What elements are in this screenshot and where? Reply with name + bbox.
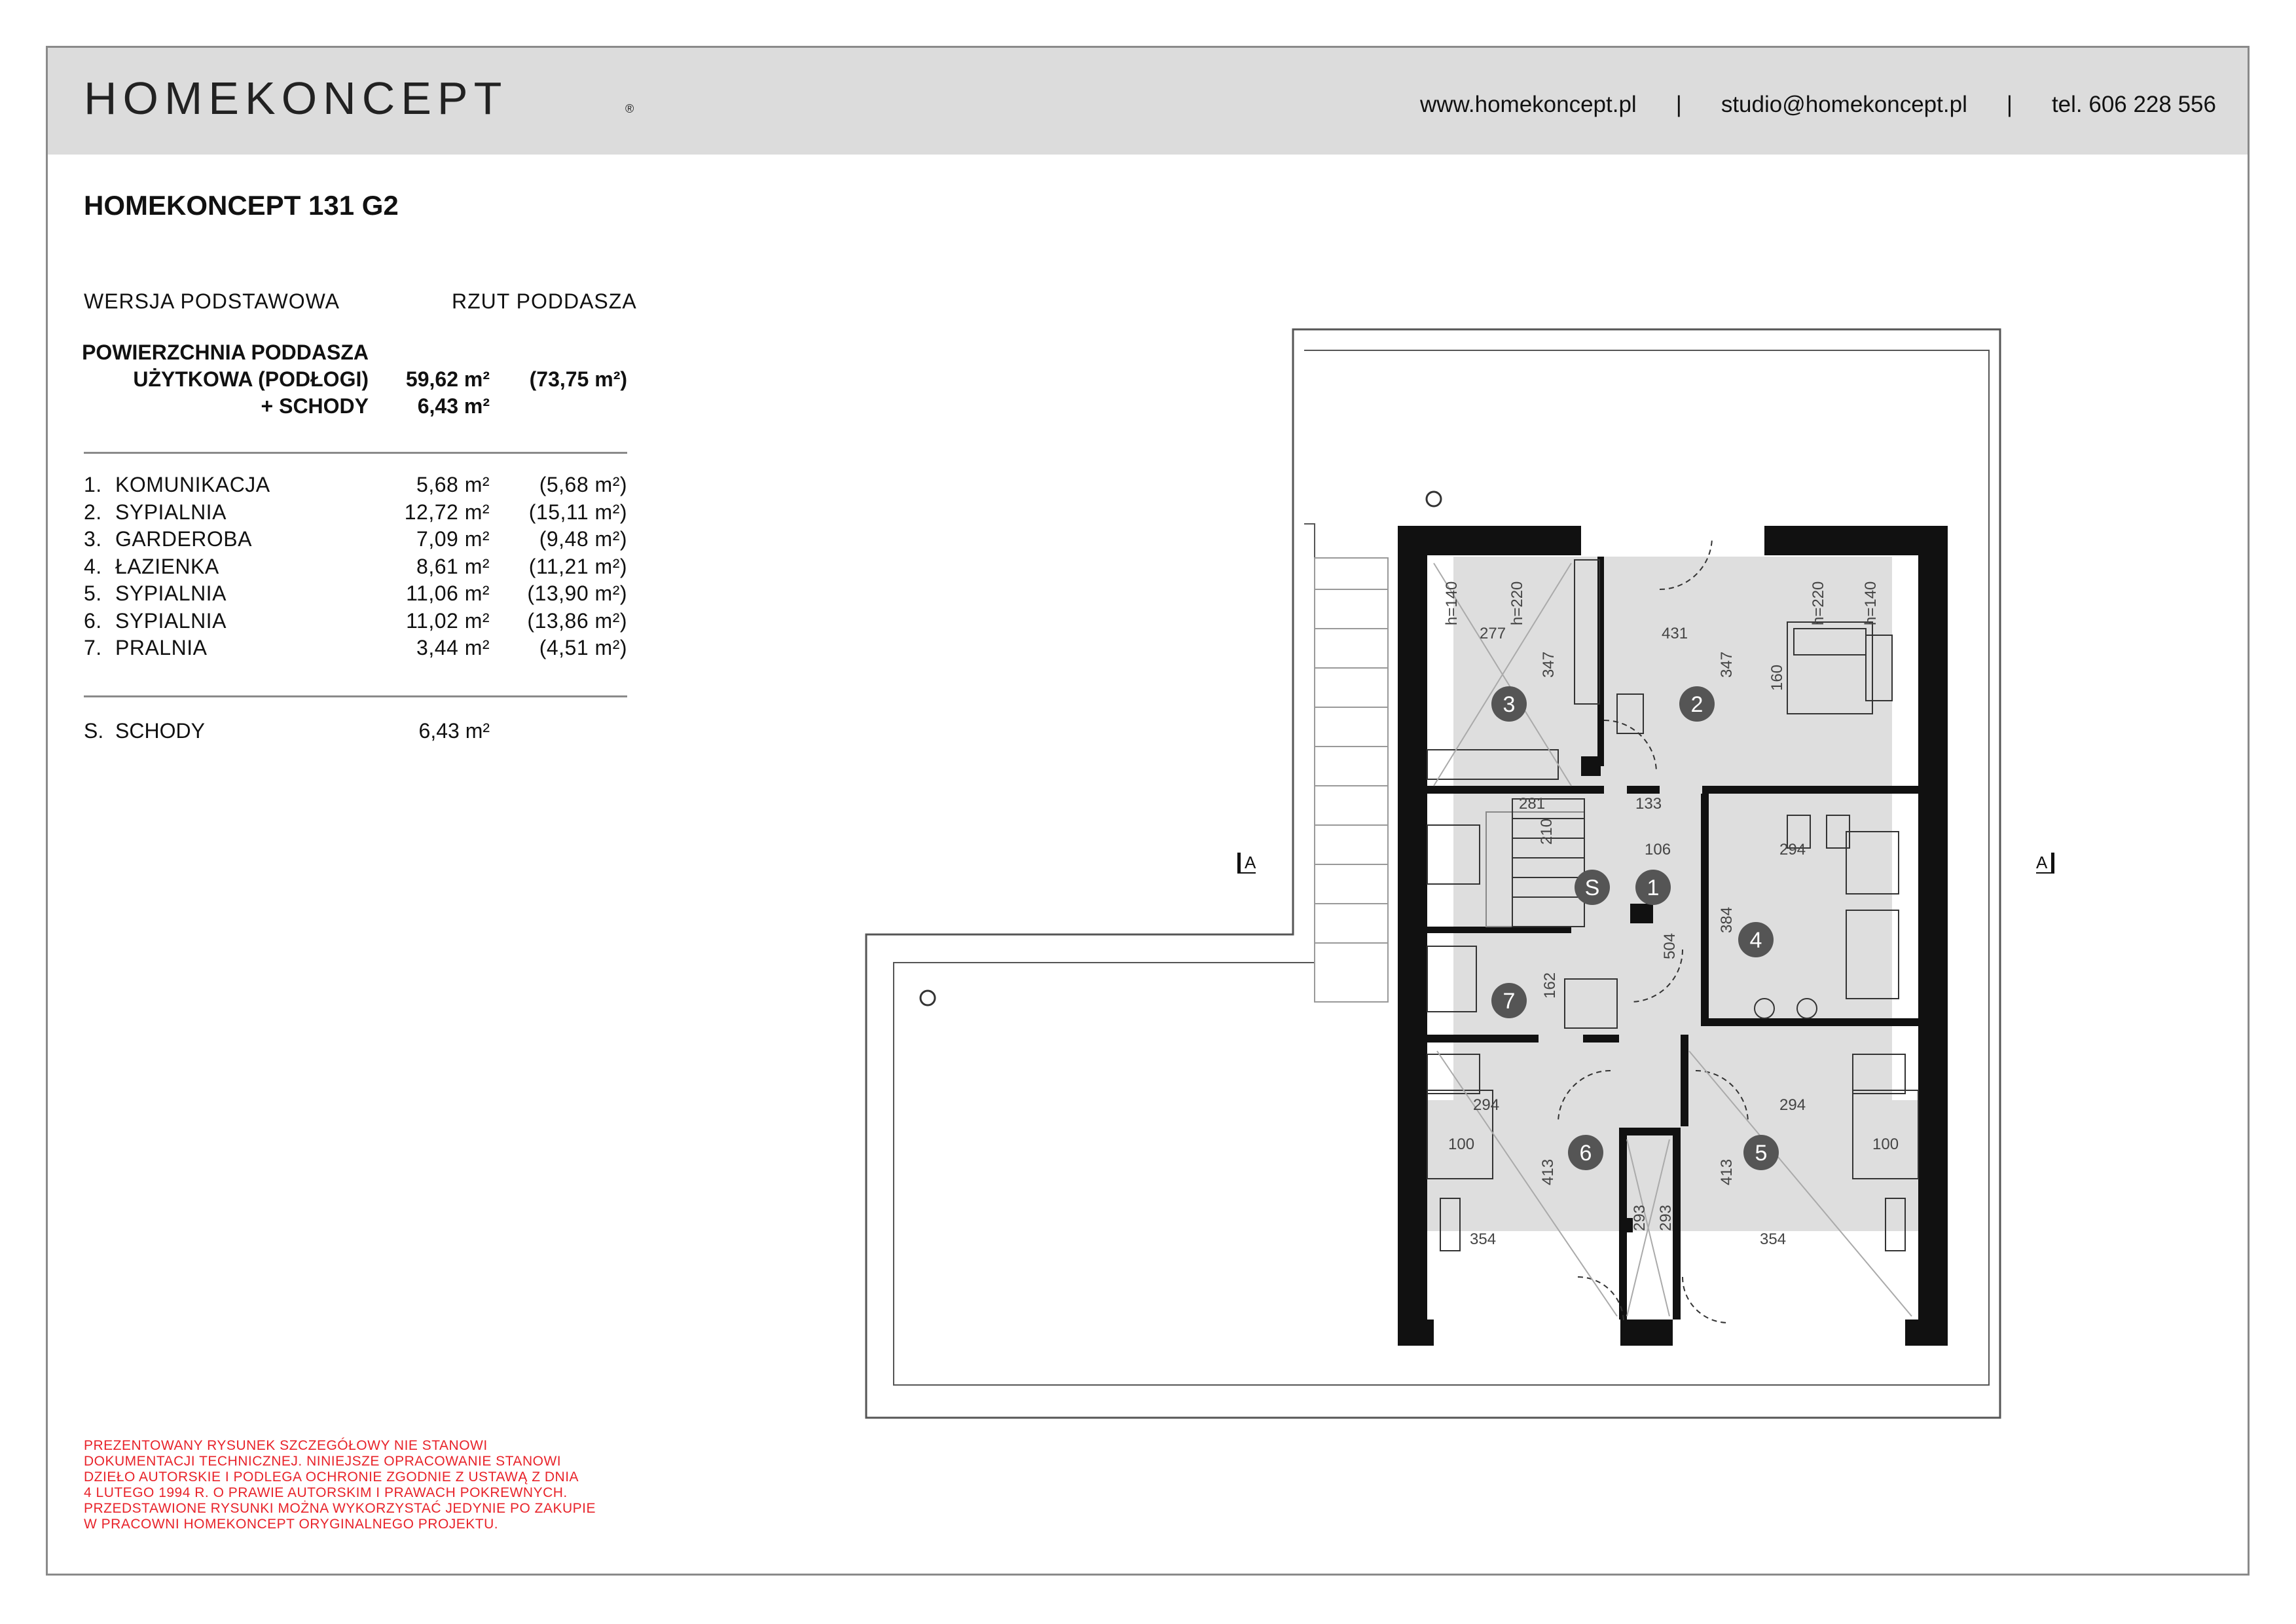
dimension-label: 293 xyxy=(1631,1204,1649,1231)
website-link[interactable]: www.homekoncept.pl xyxy=(1419,92,1637,117)
room-area-total: (11,21 m²) xyxy=(528,554,627,578)
dormer-hatch xyxy=(1315,558,1388,1002)
room-name: PRALNIA xyxy=(115,636,208,659)
divider xyxy=(84,452,627,454)
dimension-label: 294 xyxy=(1779,841,1806,858)
disclaimer-line: DZIEŁO AUTORSKIE I PODLEGA OCHRONIE ZGODNIE Z USTAWĄ Z DNIA xyxy=(84,1469,579,1485)
stairs-name: SCHODY xyxy=(115,719,205,743)
room-row xyxy=(84,555,627,582)
room-area: 3,44 m² xyxy=(416,636,490,659)
disclaimer-line: 4 LUTEGO 1994 R. O PRAWIE AUTORSKIM I PRAWACH POKREWNYCH. xyxy=(84,1485,568,1500)
disclaimer-line: PREZENTOWANY RYSUNEK SZCZEGÓŁOWY NIE STANOWI xyxy=(84,1438,488,1453)
contact-info xyxy=(1420,92,2216,118)
room-number: 4. xyxy=(84,554,102,578)
room-area-total: (13,90 m²) xyxy=(527,581,627,605)
room-number: 6. xyxy=(84,608,102,633)
brand-logo: HOMEKONCEPT xyxy=(84,73,508,124)
version-label: WERSJA PODSTAWOWA xyxy=(84,289,340,313)
dimension-label: 413 xyxy=(1718,1158,1736,1185)
room-area: 11,02 m² xyxy=(406,608,490,633)
plan-name: RZUT PODDASZA xyxy=(452,289,637,313)
dimension-label: 210 xyxy=(1538,818,1556,845)
stairs-area-value: 6,43 m² xyxy=(417,394,490,418)
room-area-total: (13,86 m²) xyxy=(527,608,627,633)
room-name: KOMUNIKACJA xyxy=(115,473,270,496)
dimension-label: 277 xyxy=(1480,625,1506,642)
dimension-label: 106 xyxy=(1645,841,1671,858)
room-row xyxy=(84,581,627,609)
usable-area-value: 59,62 m² xyxy=(405,367,490,391)
room-list xyxy=(84,473,627,663)
room-name: GARDEROBA xyxy=(115,527,252,551)
dimension-label: 354 xyxy=(1470,1230,1497,1248)
section-label: A xyxy=(2036,853,2054,874)
dimension-label: 384 xyxy=(1718,906,1736,933)
dimension-label: 431 xyxy=(1662,625,1688,642)
room-area: 8,61 m² xyxy=(416,554,490,578)
dimension-label: 293 xyxy=(1657,1204,1675,1231)
room-marker-1: 1 xyxy=(1647,876,1660,900)
disclaimer-line: W PRACOWNI HOMEKONCEPT ORYGINALNEGO PROJEKTU. xyxy=(84,1517,499,1532)
floor-plan xyxy=(864,327,2082,1421)
stairs-area-label: + SCHODY xyxy=(261,394,369,418)
room-area-total: (15,11 m²) xyxy=(528,500,627,524)
divider xyxy=(84,695,627,697)
room-number: 7. xyxy=(84,636,102,659)
ceiling-height-label: h=140 xyxy=(1443,581,1461,625)
dimension-label: 347 xyxy=(1718,651,1736,678)
room-row xyxy=(84,500,627,528)
room-marker-3: 3 xyxy=(1503,692,1516,717)
room-area: 7,09 m² xyxy=(416,527,490,551)
separator: | xyxy=(1675,92,1682,117)
total-area-value: (73,75 m²) xyxy=(529,367,627,391)
room-name: SYPIALNIA xyxy=(115,581,227,605)
room-area-total: (5,68 m²) xyxy=(539,473,627,496)
room-marker-5: 5 xyxy=(1755,1141,1768,1166)
phone-number: tel. 606 228 556 xyxy=(2051,92,2216,117)
dimension-label: 294 xyxy=(1473,1096,1500,1114)
room-name: SYPIALNIA xyxy=(115,500,227,524)
ceiling-height-label: h=140 xyxy=(1862,581,1880,625)
room-marker-6: 6 xyxy=(1579,1141,1592,1166)
ceiling-height-label: h=220 xyxy=(1508,581,1526,625)
room-area: 11,06 m² xyxy=(406,581,490,605)
room-area: 12,72 m² xyxy=(404,500,490,524)
room-row xyxy=(84,609,627,637)
area-heading: POWIERZCHNIA PODDASZA xyxy=(82,341,369,364)
room-row xyxy=(84,636,627,663)
stairs-number: S. xyxy=(84,719,104,743)
room-name: SYPIALNIA xyxy=(115,608,227,633)
copyright-disclaimer xyxy=(84,1438,647,1532)
dimension-label: 100 xyxy=(1872,1135,1899,1153)
email-link[interactable]: studio@homekoncept.pl xyxy=(1721,92,1967,117)
disclaimer-line: PRZEDSTAWIONE RYSUNKI MOŻNA WYKORZYSTAĆ JEDYNIE PO ZAKUPIE xyxy=(84,1501,596,1516)
room-marker-2: 2 xyxy=(1690,692,1704,717)
room-marker-4: 4 xyxy=(1749,928,1762,953)
disclaimer-line: DOKUMENTACJI TECHNICZNEJ. NINIEJSZE OPRACOWANIE STANOWI xyxy=(84,1454,562,1469)
room-number: 5. xyxy=(84,581,102,605)
room-area: 5,68 m² xyxy=(416,473,490,496)
dimension-label: 294 xyxy=(1779,1096,1806,1114)
room-name: ŁAZIENKA xyxy=(115,554,219,578)
room-row xyxy=(84,473,627,500)
dimension-label: 347 xyxy=(1540,651,1558,678)
dimension-label: 100 xyxy=(1448,1135,1475,1153)
room-number: 1. xyxy=(84,473,102,496)
room-area-total: (4,51 m²) xyxy=(539,636,627,659)
project-title: HOMEKONCEPT 131 G2 xyxy=(84,190,399,221)
room-row xyxy=(84,527,627,555)
dimension-label: 413 xyxy=(1539,1158,1557,1185)
room-number: 3. xyxy=(84,527,102,551)
dimension-label: 504 xyxy=(1661,932,1679,959)
section-label: A xyxy=(1237,853,1256,874)
dimension-label: 133 xyxy=(1635,795,1662,813)
chimney-icon xyxy=(1427,492,1441,506)
room-marker-s: S xyxy=(1584,876,1600,900)
room-number: 2. xyxy=(84,500,102,524)
room-marker-7: 7 xyxy=(1503,989,1516,1014)
dimension-label: 354 xyxy=(1760,1230,1787,1248)
area-summary xyxy=(84,341,627,421)
dimension-label: 162 xyxy=(1541,972,1559,999)
usable-area-label: UŻYTKOWA (PODŁOGI) xyxy=(133,367,369,391)
dimension-label: 160 xyxy=(1768,664,1786,691)
ceiling-height-label: h=220 xyxy=(1810,581,1827,625)
dimension-label: 281 xyxy=(1519,795,1546,813)
room-area-total: (9,48 m²) xyxy=(539,527,627,551)
registered-mark: ® xyxy=(625,102,634,115)
stairs-area: 6,43 m² xyxy=(418,719,490,743)
chimney-icon xyxy=(920,991,935,1005)
separator: | xyxy=(2006,92,2013,117)
